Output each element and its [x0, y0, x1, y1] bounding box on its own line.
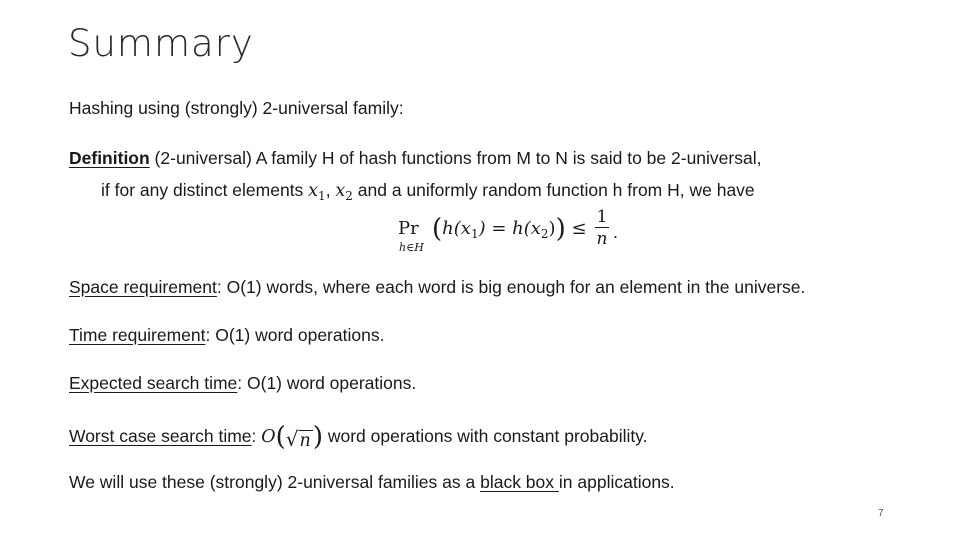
formula-rhs-sub: 2 — [540, 227, 549, 241]
big-o: O — [261, 427, 276, 447]
leq-sign: ≤ — [565, 218, 587, 239]
sqrt-expression — [286, 427, 313, 451]
comma: , — [325, 180, 336, 200]
definition-line-1 — [69, 148, 761, 169]
time-requirement-label: Time requirement — [69, 325, 206, 345]
space-requirement-line — [69, 277, 805, 298]
expected-search-line — [69, 373, 416, 394]
definition-text-2a: if for any distinct elements — [101, 180, 309, 200]
pr-subscript: h∈H — [399, 241, 424, 254]
expected-search-text: : O(1) word operations. — [237, 373, 417, 393]
space-requirement-text: : O(1) words, where each word is big enough for an element in the universe. — [216, 277, 806, 297]
fraction — [594, 207, 610, 250]
definition-text-2b: and a uniformly random function h from H, we have — [352, 180, 755, 200]
formula-mid: ) = h(x — [478, 218, 541, 239]
definition-label: Definition — [69, 148, 150, 168]
time-requirement-line — [69, 325, 384, 346]
space-requirement-label: Space requirement — [69, 277, 217, 297]
closing-text-b: in applications. — [558, 472, 675, 492]
close-paren: ) — [555, 214, 566, 244]
probability-formula — [398, 205, 628, 255]
worst-case-text: word operations with constant probability. — [322, 426, 648, 446]
open-paren: ( — [432, 214, 443, 244]
radicand: n — [299, 431, 311, 451]
slide-title: Summary — [68, 22, 254, 65]
formula-body — [432, 214, 587, 244]
var-x1-sub: 1 — [318, 189, 326, 203]
formula-close: ) — [548, 218, 556, 239]
formula-lhs-sub: 1 — [470, 227, 479, 241]
worst-case-label: Worst case search time — [69, 426, 252, 446]
worst-case-colon: : — [251, 426, 257, 446]
definition-line-2 — [101, 180, 755, 203]
pr-operator: Pr — [398, 218, 419, 239]
black-box-term: black box — [480, 472, 559, 492]
worst-case-line — [69, 422, 648, 452]
time-requirement-text: : O(1) word operations. — [205, 325, 385, 345]
closing-text-a: We will use these (strongly) 2-universal families as a — [69, 472, 481, 492]
closing-line — [69, 472, 675, 493]
definition-text-1: (2-universal) A family H of hash functions from M to N is said to be 2-universal, — [149, 148, 762, 168]
var-x2: x — [335, 181, 346, 201]
page-number: 7 — [878, 508, 884, 519]
expected-search-label: Expected search time — [69, 373, 238, 393]
formula-lhs: h(x — [442, 218, 471, 239]
radical-sign: √ — [285, 427, 299, 451]
worst-open-paren: ( — [275, 422, 286, 452]
formula-period: . — [613, 222, 619, 242]
var-x2-sub: 2 — [345, 189, 353, 203]
fraction-denominator: n — [596, 229, 608, 249]
worst-close-paren: ) — [312, 422, 323, 452]
fraction-numerator: 1 — [596, 207, 608, 227]
var-x1: x — [308, 181, 319, 201]
intro-line: Hashing using (strongly) 2-universal family: — [69, 98, 404, 118]
